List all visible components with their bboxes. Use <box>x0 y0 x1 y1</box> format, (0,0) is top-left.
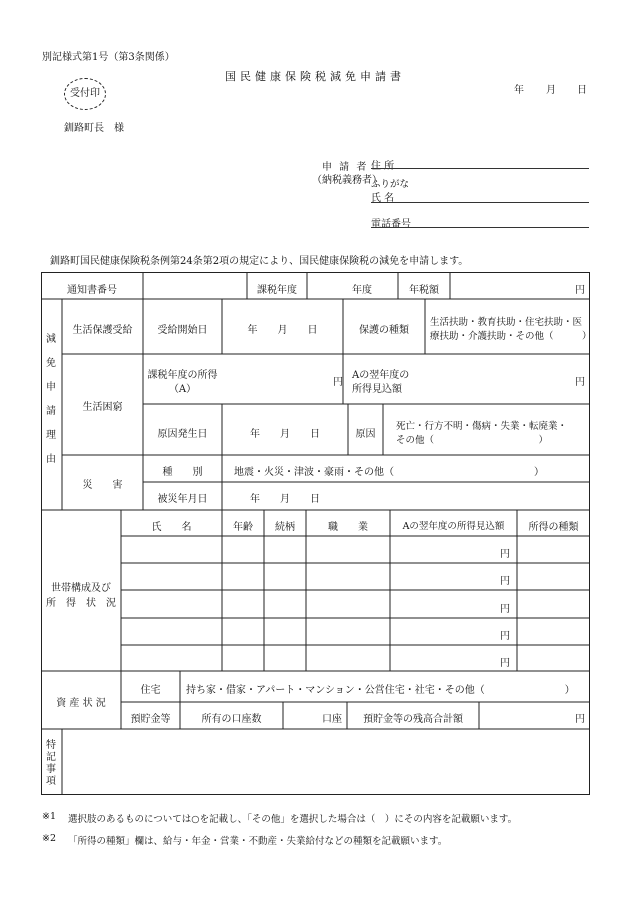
date-day-label: 日 <box>577 85 587 96</box>
row5-yen: 円 <box>500 658 510 669</box>
row2-yen: 円 <box>500 576 510 587</box>
cause-label: 原因 <box>355 429 376 440</box>
disaster-date-value: 年 月 日 <box>250 494 320 505</box>
balance-label: 預貯金等の残高合計額 <box>363 714 463 725</box>
next-income-label-2: 所得見込額 <box>352 384 402 395</box>
accounts-label: 所有の口座数 <box>201 714 262 725</box>
protection-options-line2: 療扶助・介護扶助・その他（ ） <box>430 331 592 342</box>
next-income-yen: 円 <box>575 377 585 388</box>
row3-yen: 円 <box>500 604 510 615</box>
disaster-label: 災 害 <box>82 480 123 491</box>
date-month-label: 月 <box>546 85 556 96</box>
cause-date-value: 年 月 日 <box>250 429 320 440</box>
welfare-start-date: 年 月 日 <box>247 325 318 336</box>
addressee: 釧路町長 様 <box>64 123 124 134</box>
next-income-label-1: Aの翌年度の <box>352 370 410 381</box>
furigana-label: ふりがな <box>371 179 410 190</box>
tax-year-label: 課税年度 <box>257 285 297 296</box>
household-label-2: 所 得 状 況 <box>46 598 116 609</box>
disaster-options: 地震・火災・津波・豪雨・その他（ ） <box>234 467 544 478</box>
balance-yen: 円 <box>575 714 585 725</box>
applicant-label: 申 請 者 <box>322 162 369 173</box>
row4-yen: 円 <box>500 631 510 642</box>
income-a-yen: 円 <box>333 377 343 388</box>
reception-stamp: 受付印 <box>64 78 106 110</box>
protection-options-line1: 生活扶助・教育扶助・住宅扶助・医 <box>430 317 583 328</box>
annual-tax-yen: 円 <box>575 285 585 296</box>
income-a-label: 課税年度の所得 <box>147 370 218 381</box>
welfare-start-label: 受給開始日 <box>157 325 208 336</box>
col-occupation: 職 業 <box>328 522 368 533</box>
col-next-income: Aの翌年度の所得見込額 <box>402 521 505 532</box>
col-name: 氏 名 <box>151 522 192 533</box>
assets-label: 資 産 状 況 <box>56 698 106 709</box>
form-label: 別記様式第1号（第3条関係） <box>42 52 175 63</box>
col-income-type: 所得の種類 <box>528 522 579 533</box>
income-a-mark: （A） <box>168 384 197 395</box>
col-age: 年齢 <box>233 522 253 533</box>
annual-tax-label: 年税額 <box>409 285 439 296</box>
disaster-type-label: 種 別 <box>162 467 203 478</box>
fiscal-year-suffix: 年度 <box>352 285 372 296</box>
cause-options-line2: その他（ ） <box>396 435 549 446</box>
note-2-mark: ※2 <box>42 833 57 844</box>
note-1-text: 選択肢のあるものについては○を記載し、「その他」を選択した場合は（ ）にその内容を記載願います。 <box>68 814 518 825</box>
savings-label: 預貯金等 <box>130 714 171 725</box>
notice-number-label: 通知書番号 <box>67 285 117 296</box>
application-statement: 釧路町国民健康保険税条例第24条第2項の規定により、国民健康保険税の減免を申請します。 <box>50 256 469 267</box>
welfare-label: 生活保護受給 <box>72 325 133 336</box>
disaster-date-label: 被災年月日 <box>157 494 208 505</box>
cause-options-line1: 死亡・行方不明・傷病・失業・転廃業・ <box>396 421 568 432</box>
cause-date-label: 原因発生日 <box>157 429 208 440</box>
reduction-reason-label: 減 免 申 請 理 由 <box>46 334 56 465</box>
remarks-label: 特 記 事 項 <box>46 740 56 787</box>
account-unit: 口座 <box>322 714 342 725</box>
address-label: 住 所 <box>371 161 395 172</box>
housing-label: 住宅 <box>140 685 161 696</box>
hardship-label: 生活困窮 <box>82 402 123 413</box>
note-2-text: 「所得の種類」欄は、給与・年金・営業・不動産・失業給付などの種類を記載願います。 <box>68 836 448 847</box>
row1-yen: 円 <box>500 549 510 560</box>
col-relation: 続柄 <box>275 522 295 533</box>
name-label: 氏 名 <box>371 193 395 204</box>
note-1-mark: ※1 <box>42 811 57 822</box>
date-year-label: 年 <box>514 85 524 96</box>
page-title: 国民健康保険税減免申請書 <box>225 70 405 83</box>
phone-label: 電話番号 <box>371 219 411 230</box>
household-label-1: 世帯構成及び <box>51 583 111 594</box>
taxpayer-label: （納税義務者） <box>312 175 382 186</box>
protection-type-label: 保護の種類 <box>359 325 409 336</box>
housing-options: 持ち家・借家・アパート・マンション・公営住宅・社宅・その他（ ） <box>186 685 575 696</box>
